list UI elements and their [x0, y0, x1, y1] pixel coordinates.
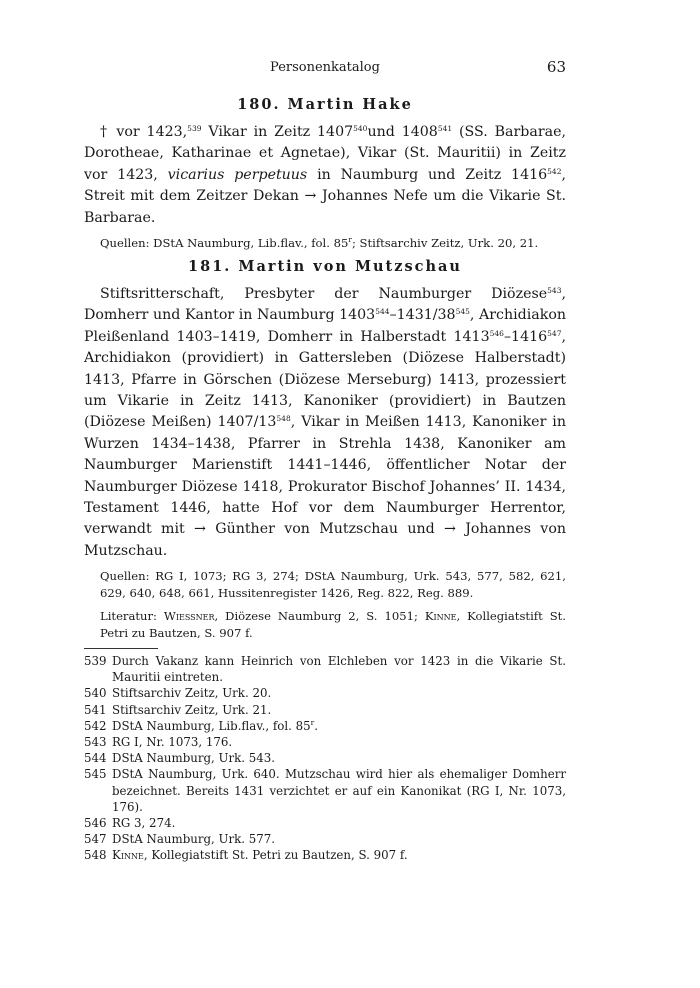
footnote-text: DStA Naumburg, Urk. 543. — [112, 751, 276, 766]
entry-body: † vor 1423,$^{539}$ Vikar in Zeitz 1407$^{540}$und 1408$^{541}$ (SS. Barbarae, Dorotheae, Katharinae et Agnetae), Vikar (St. Mauritii) in Zeitz vor 1423, vicarius perpetuus in Naumburg und Zeitz 1416$^{542}$, Streit mit dem Zeitzer Dekan → Johannes Nefe um die Vikarie St. Barbarae. — [84, 124, 566, 226]
footnote-text: Durch Vakanz kann Heinrich von Elchleben vor 1423 in die Vikarie St. Mauritii eintreten. — [112, 654, 566, 685]
author-name: Kinne — [424, 609, 457, 624]
footnote-number: 540 — [84, 686, 107, 701]
footnote-ref: 540 — [353, 124, 368, 133]
footnote-ref: 548 — [276, 414, 291, 424]
footnote — [84, 653, 566, 685]
footnote-divider — [84, 648, 158, 649]
footnote-ref: 545 — [455, 307, 470, 317]
footnote-ref: r — [348, 235, 352, 245]
footnote-text: RG I, Nr. 1073, 176. — [112, 735, 233, 750]
footnote — [84, 815, 566, 831]
footnote-number: 547 — [84, 832, 107, 847]
footnote-ref: 547 — [547, 328, 562, 338]
footnote-ref: 546 — [489, 328, 504, 338]
footnotes — [84, 653, 566, 864]
footnote — [84, 685, 566, 701]
sources-note: Quellen: DStA Naumburg, Lib.flav., fol. 85$^r$; Stiftsarchiv Zeitz, Urk. 20, 21. — [100, 235, 539, 251]
running-head — [84, 60, 566, 78]
footnote — [84, 766, 566, 815]
entry-title: 180. Martin Hake — [237, 96, 413, 113]
footnote-number: 544 — [84, 751, 107, 766]
entry-180 — [84, 96, 566, 252]
running-title: Personenkatalog — [270, 60, 380, 75]
footnote-number: 541 — [84, 702, 107, 717]
footnote-ref: r — [310, 717, 315, 727]
author-name: Wiessner — [163, 609, 215, 624]
footnote-ref: 542 — [547, 166, 562, 176]
literature-note: Literatur: Wiessner, Diözese Naumburg 2, S. 1051; Kinne, Kollegiatstift St. Petri zu Bautzen, S. 907 f. — [100, 609, 566, 641]
footnote-number: 543 — [84, 735, 107, 750]
footnote-ref: 539 — [187, 124, 202, 133]
footnote — [84, 702, 566, 718]
italic-term: vicarius perpetuus — [167, 166, 308, 183]
footnote-text: DStA Naumburg, Lib.flav., fol. 85$^r$. — [112, 717, 318, 733]
footnote — [84, 734, 566, 750]
footnote-text: DStA Naumburg, Urk. 640. Mutzschau wird hier als ehemaliger Domherr bezeichnet. Bereits 1431 verzichtet er auf ein Kanonikat (RG I, Nr. 1073, 176). — [112, 767, 566, 814]
footnote-number: 548 — [84, 848, 107, 863]
footnote — [84, 718, 566, 734]
footnote-number: 539 — [84, 654, 107, 668]
footnote-ref: 543 — [547, 286, 562, 295]
footnote — [84, 847, 566, 863]
author-name: Kinne — [112, 848, 144, 863]
footnote-text: Stiftsarchiv Zeitz, Urk. 21. — [112, 702, 272, 717]
entry-body: Stiftsritterschaft, Presbyter der Naumburger Diözese$^{543}$, Domherr und Kantor in Naumburg $1403^{544}-1431/38^{545}$, Archidiakon Pleißenland 1403–1419, Domherr in Halberstadt 1413$^{546}$–1416$^{547}$, Archidiakon (providiert) in Gattersleben (Diözese Halberstadt) 1413, Pfarre in Görschen (Diözese Merseburg) 1413, prozessiert um Vikarie in Zeitz 1413, Kanoniker (providiert) in Bautzen (Diözese Meißen) $1407/13^{548}$, Vikar in Meißen 1413, Kanoniker in Wurzen 1434–1438, Pfarrer in Strehla 1438, Kanoniker am Naumburger Marienstift 1441–1446, öffentlicher Notar der Naumburger Diözese 1418, Prokurator Bischof Johannes’ II. 1434, Testament 1446, hatte Hof vor dem Naumburger Herrentor, verwandt mit → Günther von Mutzschau und → Johannes von Mutzschau. — [84, 286, 567, 559]
footnote-text: DStA Naumburg, Urk. 577. — [112, 832, 276, 847]
footnote-number: 546 — [84, 816, 107, 831]
footnote-text: Stiftsarchiv Zeitz, Urk. 20. — [112, 686, 272, 701]
footnote-number: 545 — [84, 767, 107, 782]
footnote — [84, 750, 566, 766]
footnote-number: 542 — [84, 718, 107, 733]
footnote-ref: 544 — [375, 307, 390, 317]
sources-note: Quellen: RG I, 1073; RG 3, 274; DStA Naumburg, Urk. 543, 577, 582, 621, 629, 640, 648, 661, Hussitenregister 1426, Reg. 822, Reg. 889. — [100, 569, 566, 601]
footnote-ref: 541 — [437, 124, 453, 133]
page-number: 63 — [546, 58, 566, 76]
footnote-text: Kinne, Kollegiatstift St. Petri zu Bautzen, S. 907 f. — [112, 848, 408, 863]
entry-181 — [84, 258, 566, 642]
entry-title: 181. Martin von Mutzschau — [188, 258, 462, 275]
footnote — [84, 831, 566, 847]
footnote-text: RG 3, 274. — [112, 816, 176, 831]
